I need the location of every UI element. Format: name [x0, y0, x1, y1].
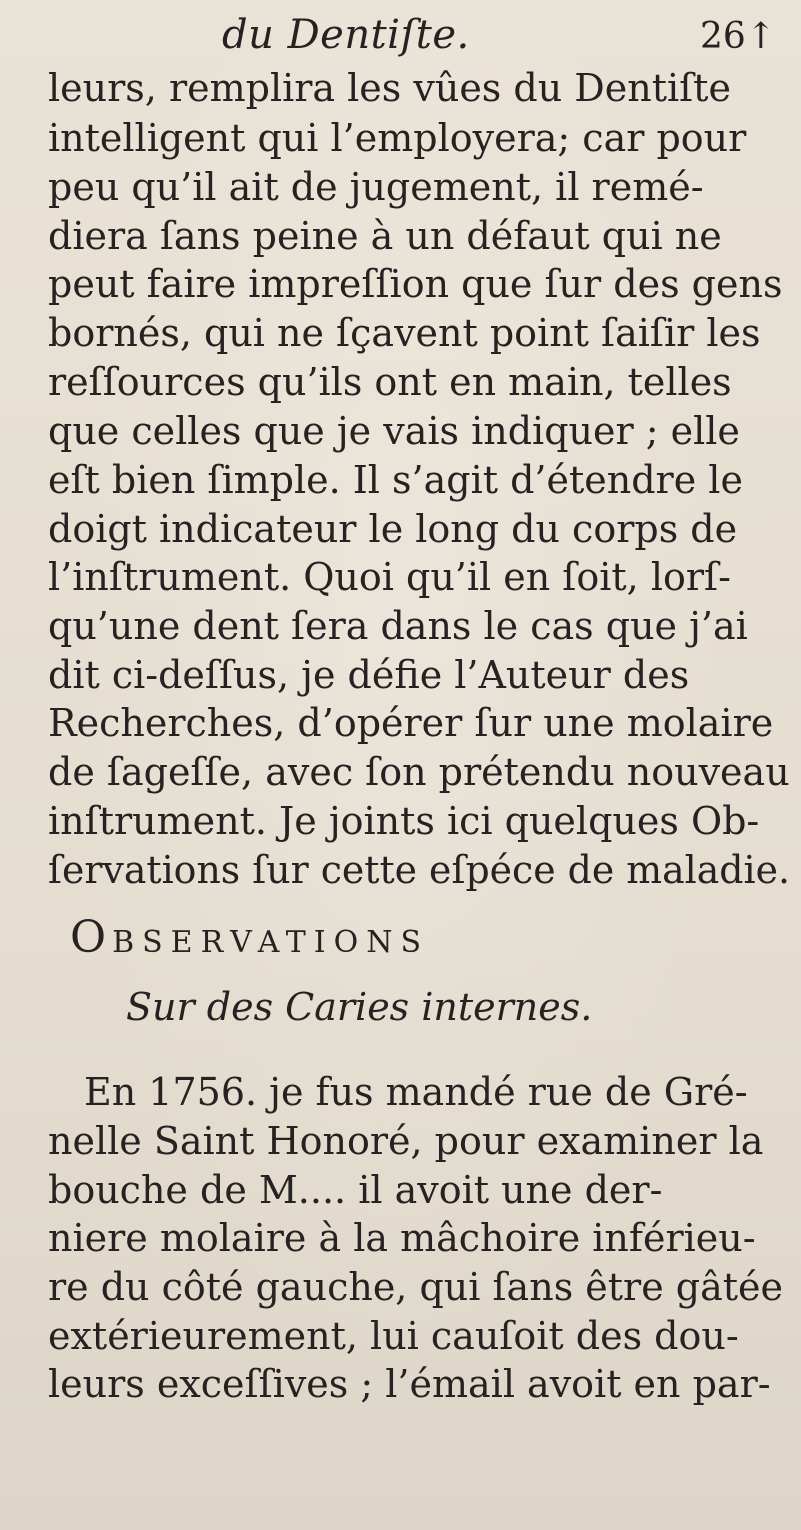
text-line: bouche de M.... il avoit une der- — [48, 1168, 663, 1212]
text-line: inſtrument. Je joints ici quelques Ob- — [48, 799, 760, 843]
section-heading — [70, 912, 429, 963]
text-line: doigt indicateur le long du corps de — [48, 507, 738, 551]
text-line: dit ci-deſſus, je défie l’Auteur des — [48, 653, 690, 697]
text-line: l’inſtrument. Quoi qu’il en ſoit, lorſ- — [48, 555, 731, 599]
text-line: peu qu’il ait de jugement, il remé- — [48, 165, 704, 209]
section-heading-initial: O — [70, 912, 113, 963]
text-line: leurs exceſſives ; l’émail avoit en par- — [48, 1362, 771, 1406]
text-line: bornés, qui ne ſçavent point ſaiſir les — [48, 311, 761, 355]
text-line: re du côté gauche, qui ſans être gâtée — [48, 1265, 783, 1309]
text-line: diera ſans peine à un défaut qui ne — [48, 214, 722, 258]
text-line: eſt bien ſimple. Il s’agit d’étendre le — [48, 458, 743, 502]
text-line: qu’une dent ſera dans le cas que j’ai — [48, 604, 748, 648]
section-subheading: Sur des Caries internes. — [126, 985, 593, 1029]
text-line: de ſageſſe, avec ſon prétendu nouveau — [48, 750, 790, 794]
text-line: reſſources qu’ils ont en main, telles — [48, 360, 732, 404]
text-line: extérieurement, lui cauſoit des dou- — [48, 1314, 739, 1358]
text-line: niere molaire à la mâchoire inférieu- — [48, 1216, 756, 1260]
text-line: Recherches, d’opérer ſur une molaire — [48, 701, 774, 745]
running-title: du Dentiſte. — [222, 12, 470, 58]
text-line: leurs, remplira les vûes du Dentiſte — [48, 66, 731, 110]
text-line: intelligent qui l’employera; car pour — [48, 116, 747, 160]
page-header — [0, 12, 801, 64]
text-line: peut faire impreſſion que ſur des gens — [48, 262, 783, 306]
text-line: ſervations ſur cette eſpéce de maladie. — [48, 848, 791, 892]
text-line: que celles que je vais indiquer ; elle — [48, 409, 740, 453]
page-number: 26↑ — [700, 16, 776, 57]
text-line: En 1756. je fus mandé rue de Gré- — [84, 1070, 748, 1114]
section-heading-rest: BSERVATIONS — [112, 925, 430, 960]
text-line: nelle Saint Honoré, pour examiner la — [48, 1119, 764, 1163]
